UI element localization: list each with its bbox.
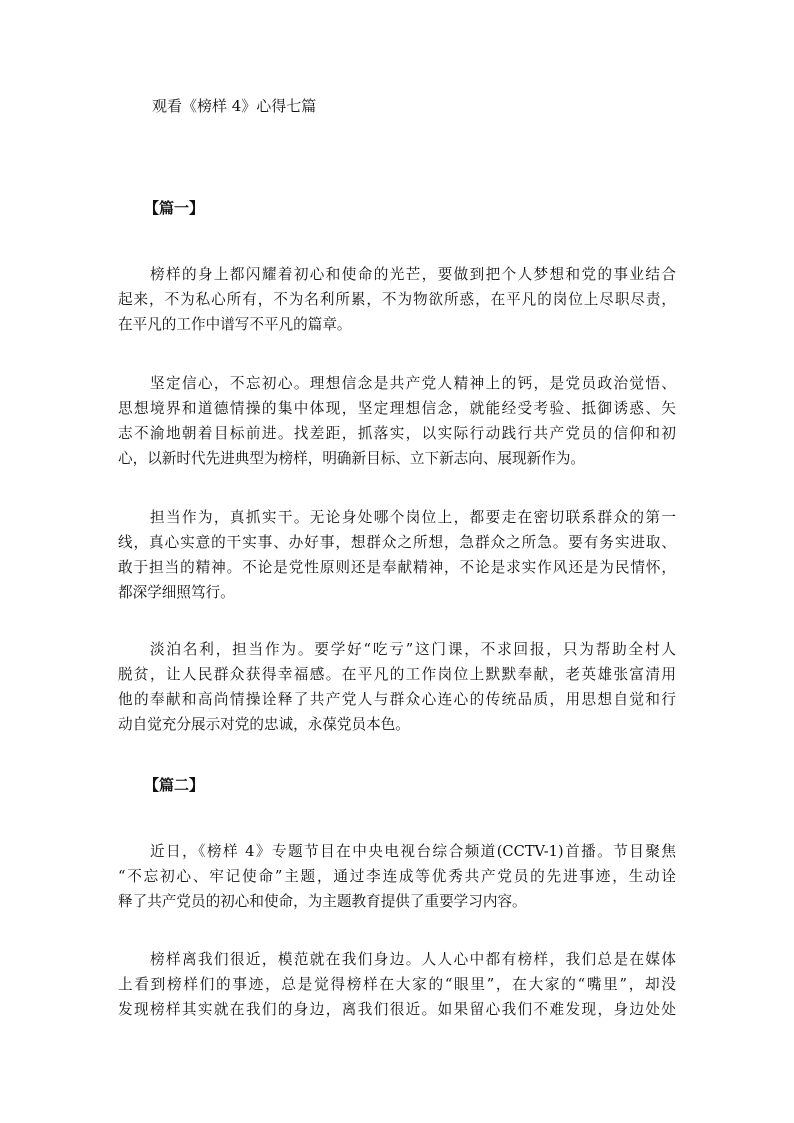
text-line: 志不渝地朝着目标前进。找差距，抓落实，以实际行动践行共产党员的信仰和初	[118, 425, 676, 442]
text-line: 坚定信心，不忘初心。理想信念是共产党人精神上的钙，是党员政治觉悟、	[150, 375, 676, 392]
text-line: 他的奉献和高尚情操诠释了共产党人与群众心连心的传统品质，用思想自觉和行	[118, 691, 676, 708]
text-line: 都深学细照笃行。	[118, 584, 235, 601]
paragraph-1-3	[118, 505, 676, 605]
text-line: 上看到榜样们的事迹，总是觉得榜样在大家的“眼里”，在大家的“嘴里”，却没	[118, 976, 676, 993]
paragraph-1-1	[118, 262, 676, 337]
text-line: 近日，《榜样 4》专题节目在中央电视台综合频道(CCTV-1)首播。节目聚焦	[150, 843, 676, 860]
text-line: 思想境界和道德情操的集中体现，坚定理想信念，就能经受考验、抵御诱惑、矢	[118, 400, 676, 417]
text-line: 榜样的身上都闪耀着初心和使命的光芒，要做到把个人梦想和党的事业结合	[150, 266, 676, 283]
text-line: “不忘初心、牢记使命”主题，通过李连成等优秀共产党员的先进事迹，生动诠	[118, 868, 676, 885]
text-line: 担当作为，真抓实干。无论身处哪个岗位上，都要走在密切联系群众的第一	[150, 509, 676, 526]
document-title: 观看《榜样 4》心得七篇	[152, 97, 317, 115]
text-line: 榜样离我们很近，模范就在我们身边。人人心中都有榜样，我们总是在媒体	[150, 951, 676, 968]
paragraph-2-1	[118, 839, 676, 914]
text-line: 起来，不为私心所有，不为名利所累，不为物欲所惑，在平凡的岗位上尽职尽责，	[118, 291, 676, 308]
section-heading-2: 【篇二】	[144, 776, 205, 794]
text-line: 敢于担当的精神。不论是党性原则还是奉献精神，不论是求实作风还是为民情怀，	[118, 559, 676, 576]
text-line: 在平凡的工作中谱写不平凡的篇章。	[118, 316, 352, 333]
text-line: 释了共产党员的初心和使命，为主题教育提供了重要学习内容。	[118, 893, 527, 910]
paragraph-1-2	[118, 371, 676, 471]
text-line: 动自觉充分展示对党的忠诚，永葆党员本色。	[118, 716, 410, 733]
section-heading-1: 【篇一】	[144, 199, 205, 217]
text-line: 线，真心实意的干实事、办好事，想群众之所想，急群众之所急。要有务实进取、	[118, 534, 676, 551]
text-line: 心，以新时代先进典型为榜样，明确新目标、立下新志向、展现新作为。	[118, 450, 586, 467]
paragraph-2-2	[118, 947, 676, 1022]
text-line: 淡泊名利，担当作为。要学好“吃亏”这门课，不求回报，只为帮助全村人	[150, 641, 676, 658]
text-line: 发现榜样其实就在我们的身边，离我们很近。如果留心我们不难发现，身边处处	[118, 1001, 676, 1018]
paragraph-1-4	[118, 637, 676, 737]
text-line: 脱贫，让人民群众获得幸福感。在平凡的工作岗位上默默奉献，老英雄张富清用	[118, 666, 676, 683]
